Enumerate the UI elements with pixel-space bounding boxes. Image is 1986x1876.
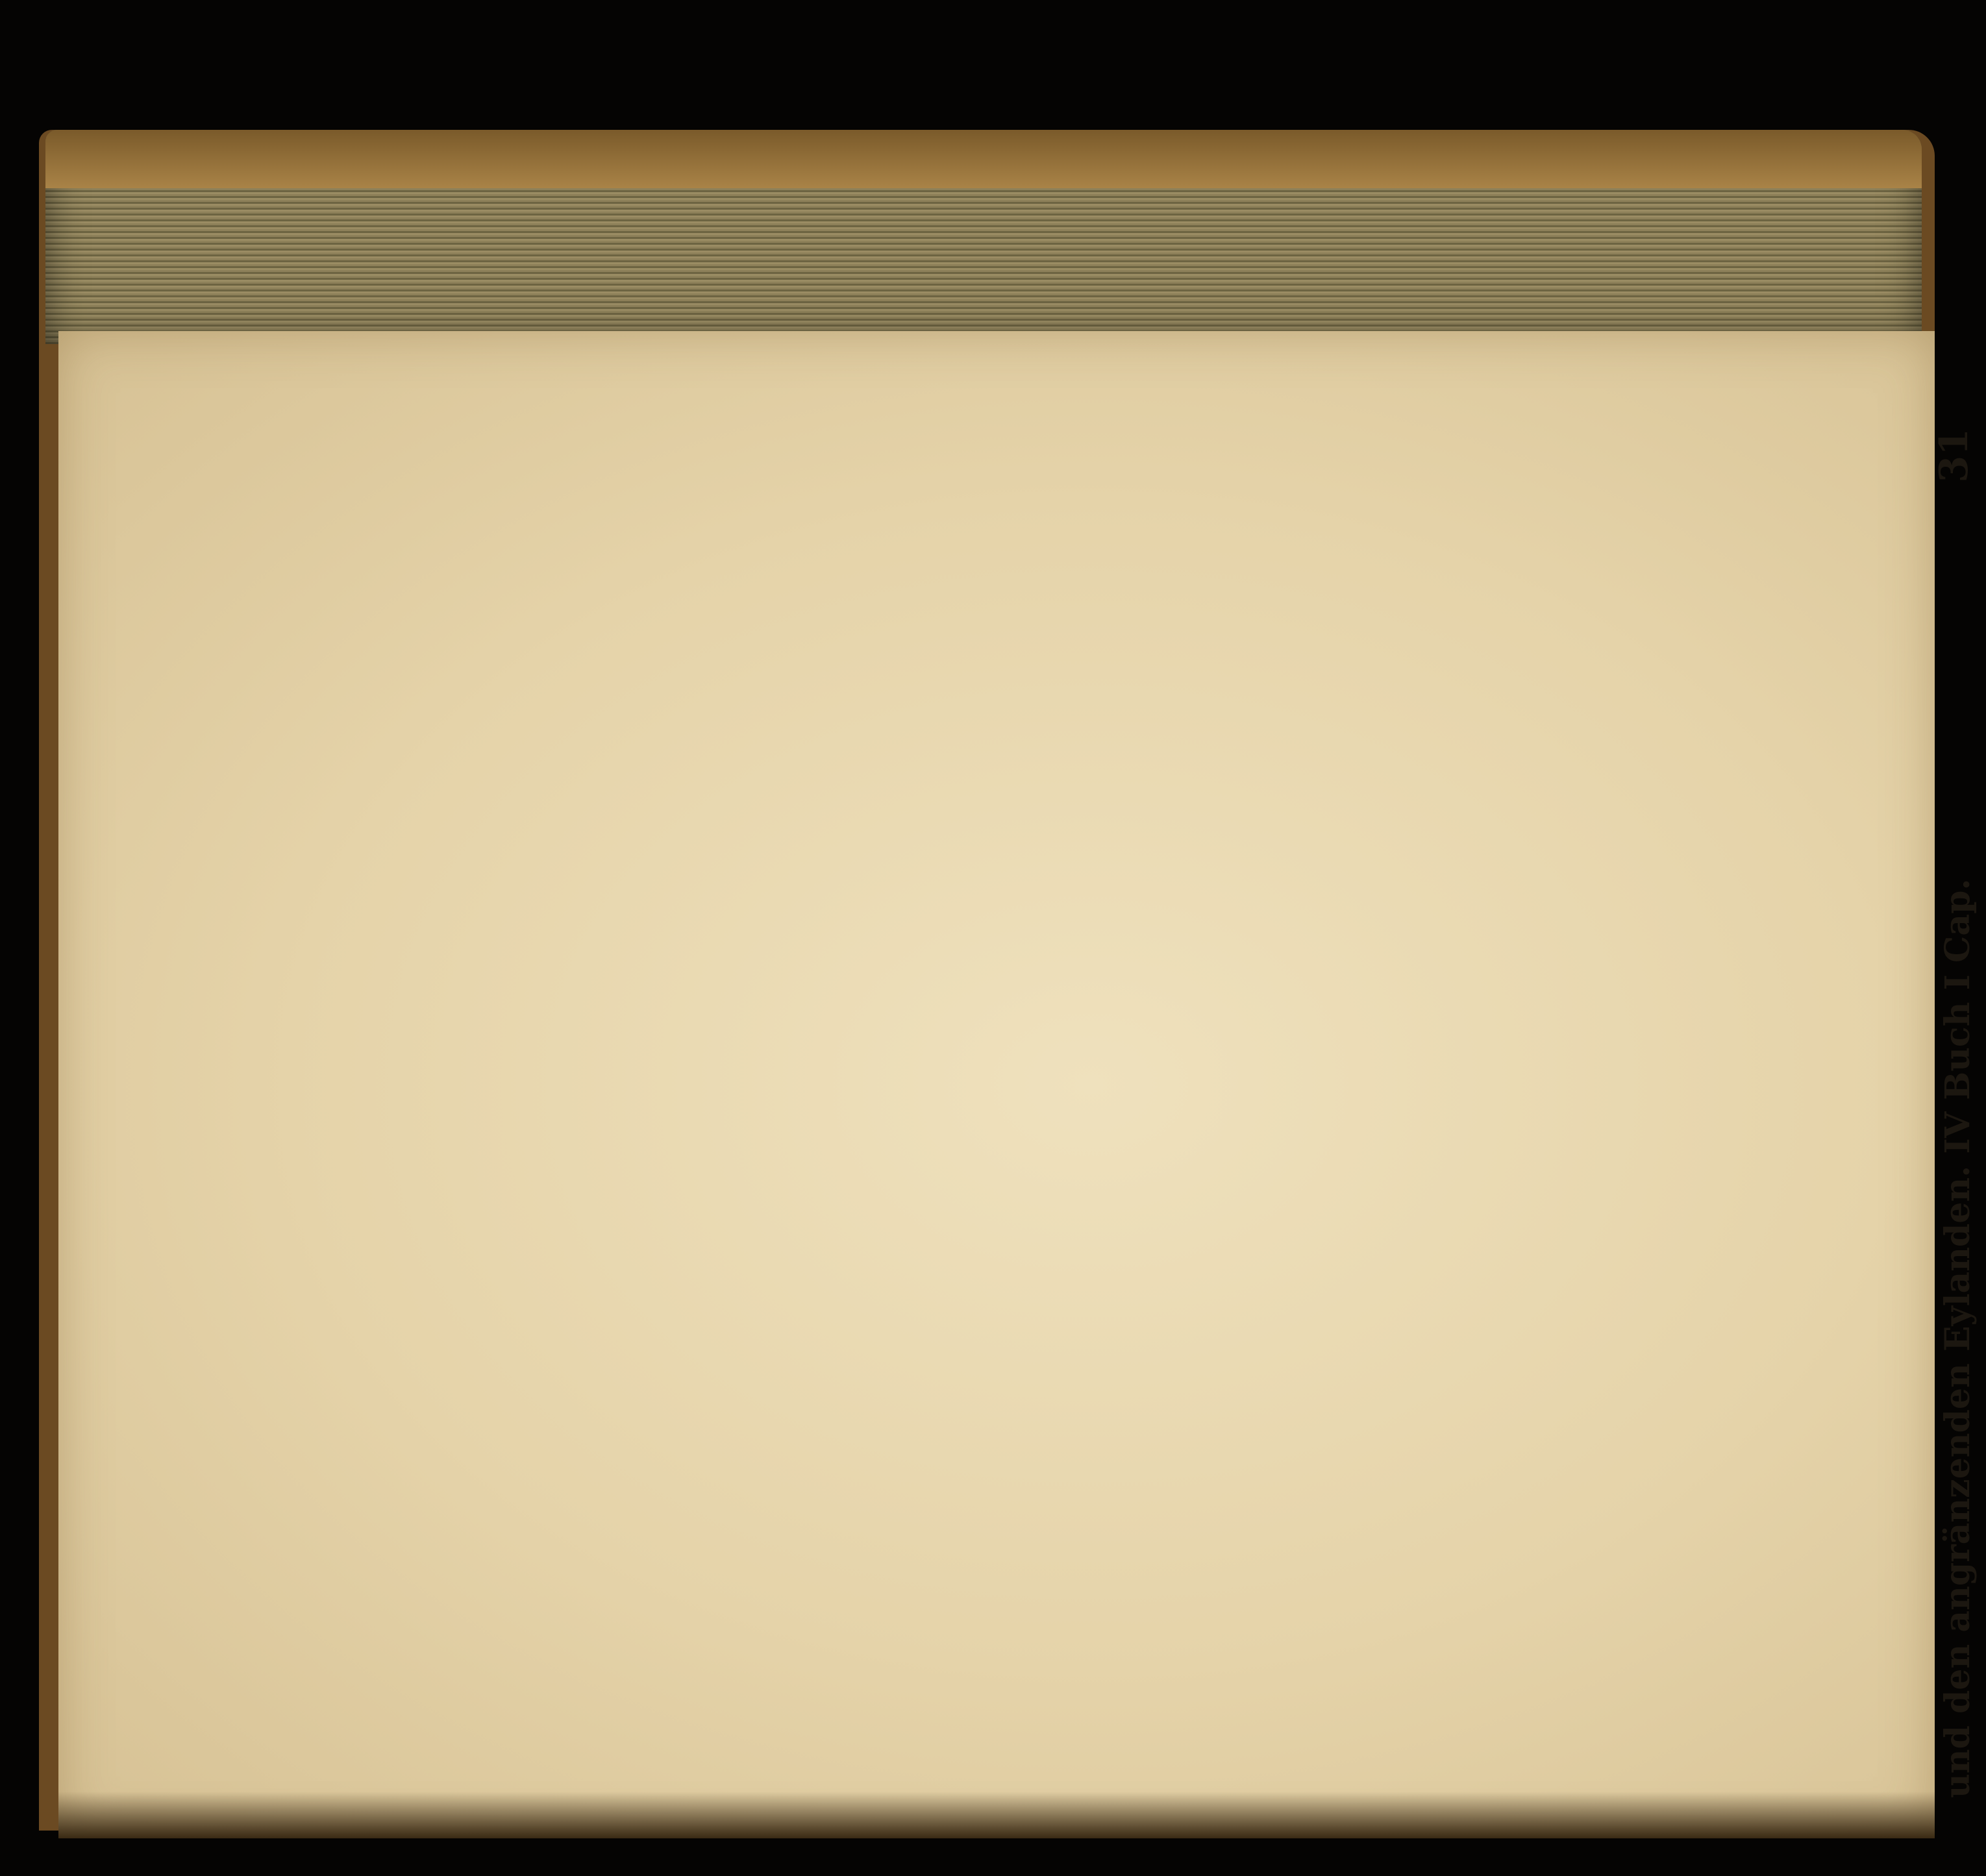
page-edges	[45, 130, 1922, 344]
running-header	[1912, 389, 1986, 1876]
page-number: 31	[1931, 428, 1977, 483]
book-page	[58, 331, 1935, 1838]
running-title: und den angränzenden Eylanden. IV Buch I Cap.	[1938, 878, 1978, 1798]
page-text-rotated	[1912, 389, 1986, 1876]
gutter-shadow	[58, 1792, 1935, 1838]
